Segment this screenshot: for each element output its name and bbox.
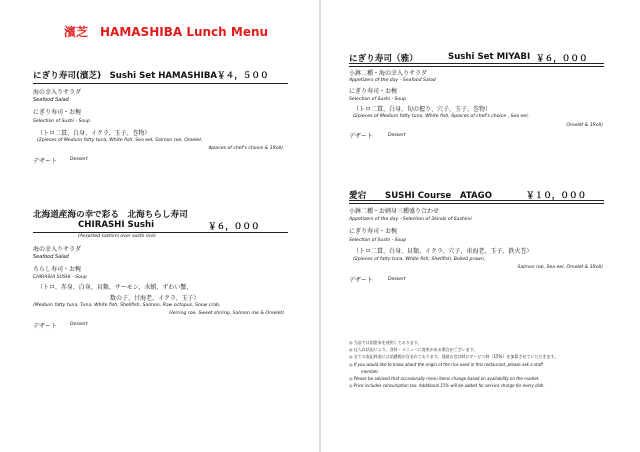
notes-block (349, 339, 558, 389)
dessert-en: Dessert (70, 157, 88, 162)
appetizer-en: Appetizers of the day・Seafood Salad (349, 78, 436, 83)
header-double-rule (349, 63, 604, 67)
detail-en-2: Herring roe, Sweet shrimp, Salmon roe & Omelet) (169, 311, 284, 316)
note-line: ◎ Price includes consumption tax. Additional 15% will be added for service charge for every dish. (349, 383, 545, 389)
detail-jp-1: （トロ、赤身、白身、貝類、サーモン、水蛸、ずわい蟹、 (37, 284, 193, 291)
header-rule (33, 232, 288, 233)
set-atago-header-jp: 愛宕 (349, 191, 367, 201)
appetizer-en: Appetizers of the day・Selection of 3kinds of Sashimi (349, 217, 472, 222)
bullet-icon: ◎ (349, 376, 353, 382)
dessert-jp: デザート (33, 158, 58, 165)
main-jp: にぎり寿司・お椀 (349, 88, 398, 95)
note-line: ◎ 当店では国産米を使用しております。 (349, 340, 422, 345)
detail-en-1: (2pieces of Medium fatty tuna, White fish, Sea eel, Salmon roe, Omelet, (37, 138, 203, 143)
bullet-icon: ◎ (349, 383, 353, 389)
note-line: ◎ Please be advised that occasionally menu items change based on availability on the market. (349, 376, 540, 382)
salad-jp: 海の幸入りサラダ (33, 89, 81, 96)
dessert-en: Dessert (388, 277, 406, 282)
main-en: Selection of Sushi・Soup (349, 238, 407, 243)
appetizer-jp: 小鉢二種・お刺身三種盛り合わせ (349, 208, 440, 215)
bullet-icon: ◎ (349, 340, 353, 345)
main-en: Selection of Sushi・Soup (33, 119, 91, 124)
main-jp: ちらし寿司・お椀 (33, 266, 82, 273)
dessert-jp: デザート (349, 277, 374, 284)
set-chirashi-header-en: CHIRASHI Sushi (78, 220, 155, 230)
set-miyabi-header-en: Sushi Set MIYABI (448, 52, 531, 62)
main-en: Selection of Sushi・Soup (349, 97, 407, 102)
set-chirashi-price: ￥６，０００ (208, 222, 260, 232)
detail-jp: （トロ二貫、白身、旬の握り、穴子、玉子、巻物） (353, 106, 492, 113)
salad-en: Seafood Salad (33, 254, 69, 260)
detail-en-1: (Medium fatty tuna, Tuna, White fish, Shellfish, Salmon, Raw octopus, Snow crab, (33, 303, 221, 308)
menu-page-right (321, 0, 640, 452)
bullet-icon: ◎ (349, 354, 353, 360)
note-line: ◎ If you would like to know about the origin of the rice used in this restaurant, please ask a staff (349, 361, 543, 367)
header-double-rule (349, 200, 604, 204)
detail-en-2: Salmon roe, Sea eel, Omelet & 1Roll) (517, 265, 603, 270)
detail-en-2: Omelet & 1Roll) (566, 123, 603, 128)
main-jp: にぎり寿司・お椀 (349, 228, 398, 235)
set-chirashi-header-jp: 北海道産海の幸で彩る 北海ちらし寿司 (33, 210, 188, 220)
salad-jp: 海の幸入りサラダ (33, 246, 81, 253)
appetizer-jp: 小鉢二種・海の幸入りサラダ (349, 70, 427, 77)
note-line: ◎ 仕入れ状況により、食材・メニューに変更がある場合がございます。 (349, 347, 478, 353)
bullet-icon: ◎ (349, 361, 353, 367)
salad-en: Seafood Salad (33, 97, 69, 103)
dessert-jp: デザート (33, 323, 58, 330)
note-line: ◎ 全ての表記料金には消費税が含まれております。別途お会計時にサービス料（15%）を加算させていただきます。 (349, 354, 559, 360)
detail-en-1: (2pieces of fatty tuna, White fish, Shellfish, Boiled prawn, (353, 257, 486, 262)
set-atago-price: ￥１０，０００ (526, 191, 587, 201)
detail-en-2: 4pieces of chef's choice & 1Roll) (208, 146, 283, 151)
main-en: CHIRASHI SUSHI・Soup (33, 275, 87, 280)
detail-jp: （トロ二貫、白身、イクラ、玉子、巻物） (37, 130, 151, 137)
set-hamashiba-header: にぎり寿司(濱芝) Sushi Set HAMASHIBA￥４，５００ (33, 71, 269, 81)
bullet-icon: ◎ (349, 347, 353, 353)
dessert-jp: デザート (349, 133, 374, 140)
detail-en-1: (2pieces of Medium fatty tuna, White fish, 6pieces of chef's choice , Sea eel, (353, 114, 529, 119)
detail-jp-2: 数の子、甘海老、イクラ、玉子） (110, 295, 200, 302)
menu-page-left (0, 0, 319, 452)
dessert-en: Dessert (388, 133, 406, 138)
set-atago-header-en: SUSHI Course ATAGO (385, 191, 493, 201)
menu-title: 濱芝 HAMASHIBA Lunch Menu (64, 25, 269, 39)
set-chirashi-subtitle: (Assorted sashimi over sushi rice) (78, 234, 156, 239)
header-rule (33, 83, 288, 84)
dessert-en: Dessert (70, 322, 88, 327)
set-miyabi-header-jp: にぎり寿司（雅） (349, 54, 418, 64)
detail-jp: （トロ二貫、白身、貝類、イクラ、穴子、車海老、玉子、鉄火巻） (353, 248, 533, 255)
note-line: member. (361, 368, 379, 374)
main-jp: にぎり寿司・お椀 (33, 109, 82, 116)
set-miyabi-price: ￥６，０００ (536, 54, 588, 64)
